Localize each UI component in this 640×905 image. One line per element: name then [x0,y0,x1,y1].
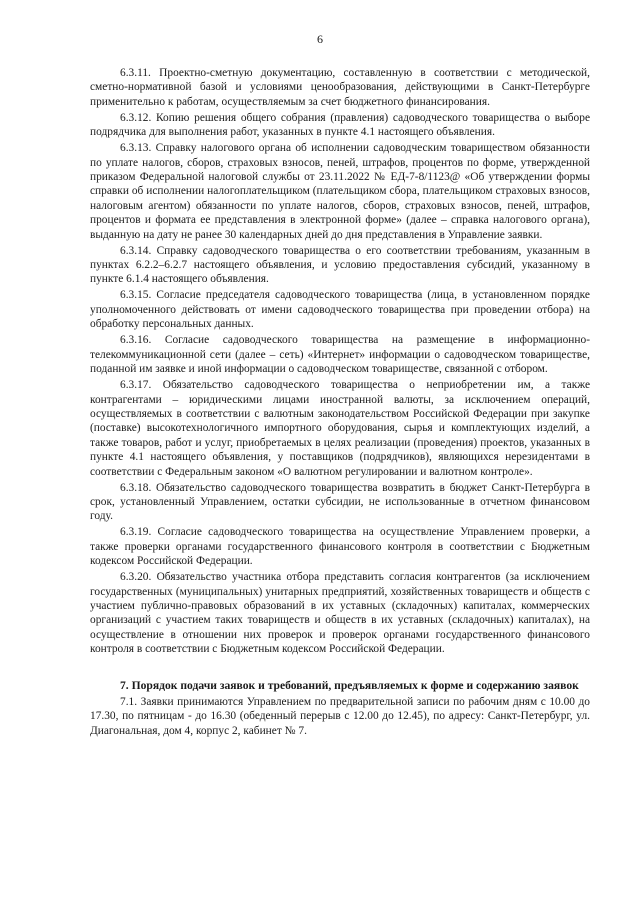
section-heading: 7. Порядок подачи заявок и требований, предъявляемых к форме и содержанию заявок [120,678,579,692]
page-number: 6 [317,32,323,46]
paragraph-6-3-15: 6.3.15. Согласие председателя садоводческого товарищества (лица, в установленном порядке уполномоченного действовать от имени садоводческого товарищества при проведении отбора) на обработку персональных данных. [90,289,590,331]
document-body [90,66,590,740]
paragraph-6-3-18: 6.3.18. Обязательство садоводческого товарищества возвратить в бюджет Санкт-Петербурга в срок, установленный Управлением, остатки субсидии, не использованные в отчетном финансовом году. [90,481,590,523]
paragraph-6-3-14: 6.3.14. Справку садоводческого товарищества о его соответствии требованиям, указанным в пунктах 6.2.2–6.2.7 настоящего объявления, и условию предоставления субсидий, указанному в пункте 6.1.4 настоящего объявления. [90,244,590,286]
paragraph-6-3-17: 6.3.17. Обязательство садоводческого товарищества о неприобретении им, а также контрагентами – юридическими лицами иностранной валюты, за исключением операций, осуществляемых в соответствии с валютным законодательством Российской Федерации при закупке (поставке) высокотехнологичного импортного оборудования, сырья и комплектующих изделий, а также товаров, работ и услуг, приобретаемых в целях реализации (проведения) проектов, указанных в пункте 4.1 настоящего объявления, у поставщиков (подрядчиков), являющихся нерезидентами в соответствии с Федеральным законом «О валютном регулировании и валютном контроле». [90,379,590,478]
paragraph-6-3-20: 6.3.20. Обязательство участника отбора представить согласия контрагентов (за исключением государственных (муниципальных) унитарных предприятий, хозяйственных товариществ и обществ с участием публично-правовых образований в их уставных (складочных) капиталах, коммерческих организаций с участием таких товариществ и обществ в их уставных (складочных) капиталах), на осуществление в отношении них проверок и проверок органами государственного финансового контроля в соответствии с Бюджетным кодексом Российской Федерации. [90,571,590,656]
paragraph-7-1: 7.1. Заявки принимаются Управлением по предварительной записи по рабочим дням с 10.00 до 17.30, по пятницам - до 16.30 (обеденный перерыв с 12.00 до 12.45), по адресу: Санкт-Петербург, ул. Диагональная, дом 4, корпус 2, кабинет № 7. [90,696,590,737]
paragraph-6-3-11: 6.3.11. Проектно-сметную документацию, составленную в соответствии с методической, сметно-нормативной базой и условиями ценообразования, действующими в Санкт-Петербурге применительно к работам, осуществляемым за счет бюджетного финансирования. [90,67,590,108]
paragraph-6-3-19: 6.3.19. Согласие садоводческого товарищества на осуществление Управлением проверки, а также проверки органами государственного финансового контроля в соответствии с Бюджетным кодексом Российской Федерации. [90,526,590,568]
paragraph-6-3-12: 6.3.12. Копию решения общего собрания (правления) садоводческого товарищества о выборе подрядчика для выполнения работ, указанных в пункте 4.1 настоящего объявления. [90,111,590,139]
paragraph-6-3-13: 6.3.13. Справку налогового органа об исполнении садоводческим товариществом обязанности по уплате налогов, сборов, страховых взносов, пеней, штрафов, процентов по форме, утвержденной приказом Федеральной налоговой службы от 23.11.2022 № ЕД-7-8/1123@ «Об утверждении формы справки об исполнении налогоплательщиком (плательщиком сбора, плательщиком страховых взносов, налоговым агентом) обязанности по уплате налогов, сборов, страховых взносов, пеней, штрафов, процентов и формата ее представления в электронной форме» (далее – справка налогового органа), выданную на дату не ранее 30 календарных дней до дня представления в Управление заявки. [90,142,590,241]
paragraph-6-3-16: 6.3.16. Согласие садоводческого товарищества на размещение в информационно-телекоммуникационной сети (далее – сеть) «Интернет» информации о садоводческом товариществе, поданной им заявке и иной информации о садоводческом товариществе, связанной с отбором. [90,334,590,376]
